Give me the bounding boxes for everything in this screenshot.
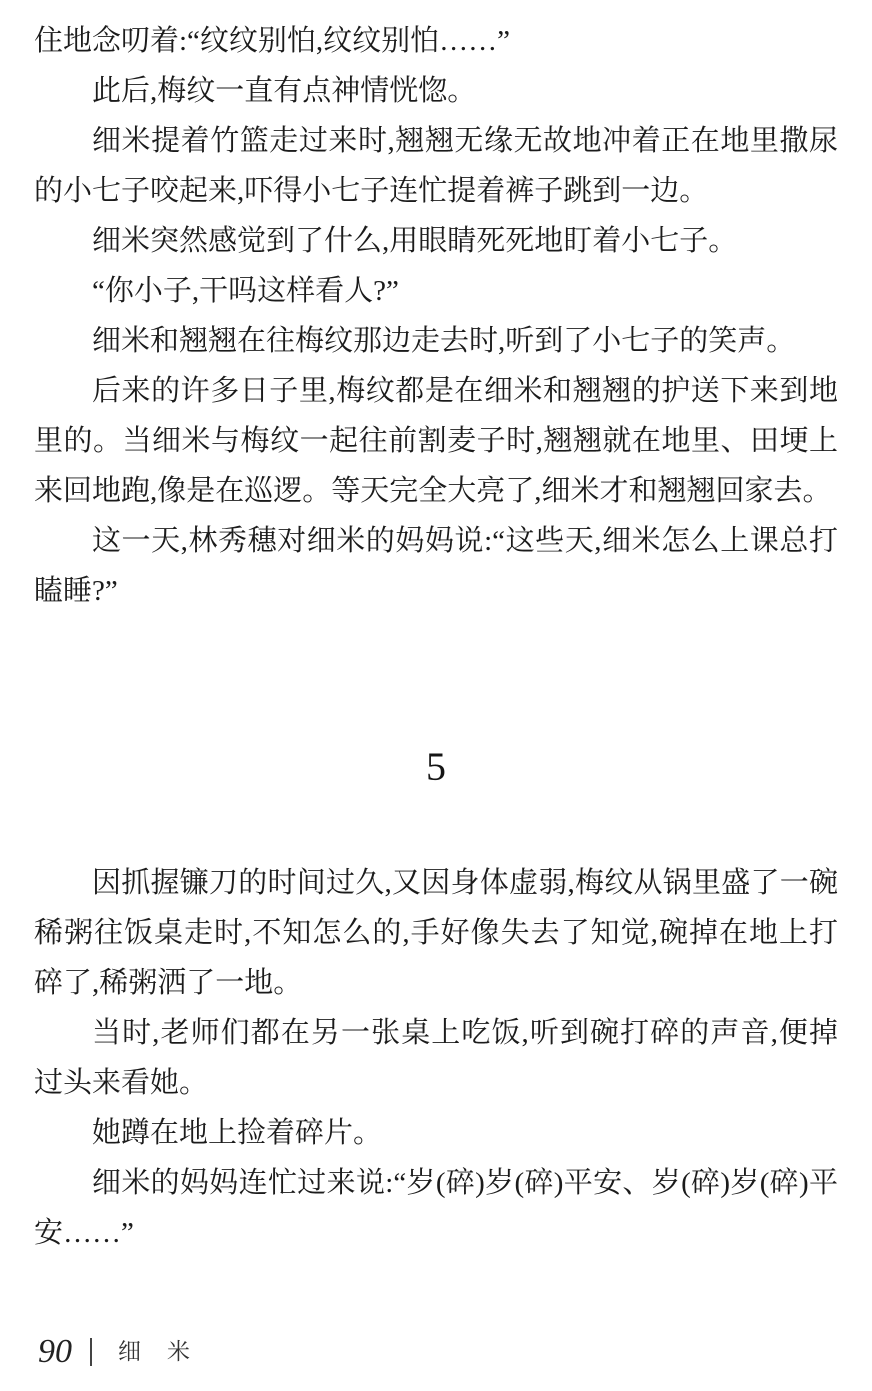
- body-paragraph: 细米突然感觉到了什么,用眼睛死死地盯着小七子。: [92, 225, 738, 257]
- body-paragraph: 因抓握镰刀的时间过久,又因身体虚弱,梅纹从锅里盛了一碗稀粥往饭桌走时,不知怎么的,手好像失去了知觉,碗掉在地上打碎了,稀粥洒了一地。: [34, 867, 838, 999]
- body-paragraph: 她蹲在地上捡着碎片。: [92, 1117, 383, 1149]
- footer-divider-bar: [90, 1338, 92, 1366]
- section-number-heading: 5: [426, 744, 446, 789]
- body-paragraph: 这一天,林秀穗对细米的妈妈说:“这些天,细米怎么上课总打瞌睡?”: [34, 525, 838, 607]
- body-paragraph: 此后,梅纹一直有点神情恍惚。: [92, 75, 477, 107]
- body-paragraph: 细米提着竹篮走过来时,翘翘无缘无故地冲着正在地里撒尿的小七子咬起来,吓得小七子连忙提着裤子跳到一边。: [34, 125, 838, 207]
- body-paragraph: “你小子,干吗这样看人?”: [92, 275, 399, 307]
- body-paragraph: 细米和翘翘在往梅纹那边走去时,听到了小七子的笑声。: [92, 325, 796, 357]
- body-paragraph: 当时,老师们都在另一张桌上吃饭,听到碗打碎的声音,便掉过头来看她。: [34, 1017, 838, 1099]
- body-paragraph: 细米的妈妈连忙过来说:“岁(碎)岁(碎)平安、岁(碎)岁(碎)平安……”: [34, 1167, 838, 1249]
- body-paragraph: 后来的许多日子里,梅纹都是在细米和翘翘的护送下来到地里的。当细米与梅纹一起往前割麦子时,翘翘就在地里、田埂上来回地跑,像是在巡逻。等天完全大亮了,细米才和翘翘回家去。: [34, 375, 838, 507]
- footer-page-number: 90: [38, 1333, 72, 1370]
- page-footer: [38, 1335, 216, 1369]
- body-paragraph: 住地念叨着:“纹纹别怕,纹纹别怕……”: [34, 25, 511, 57]
- footer-running-title: 细米: [118, 1339, 216, 1364]
